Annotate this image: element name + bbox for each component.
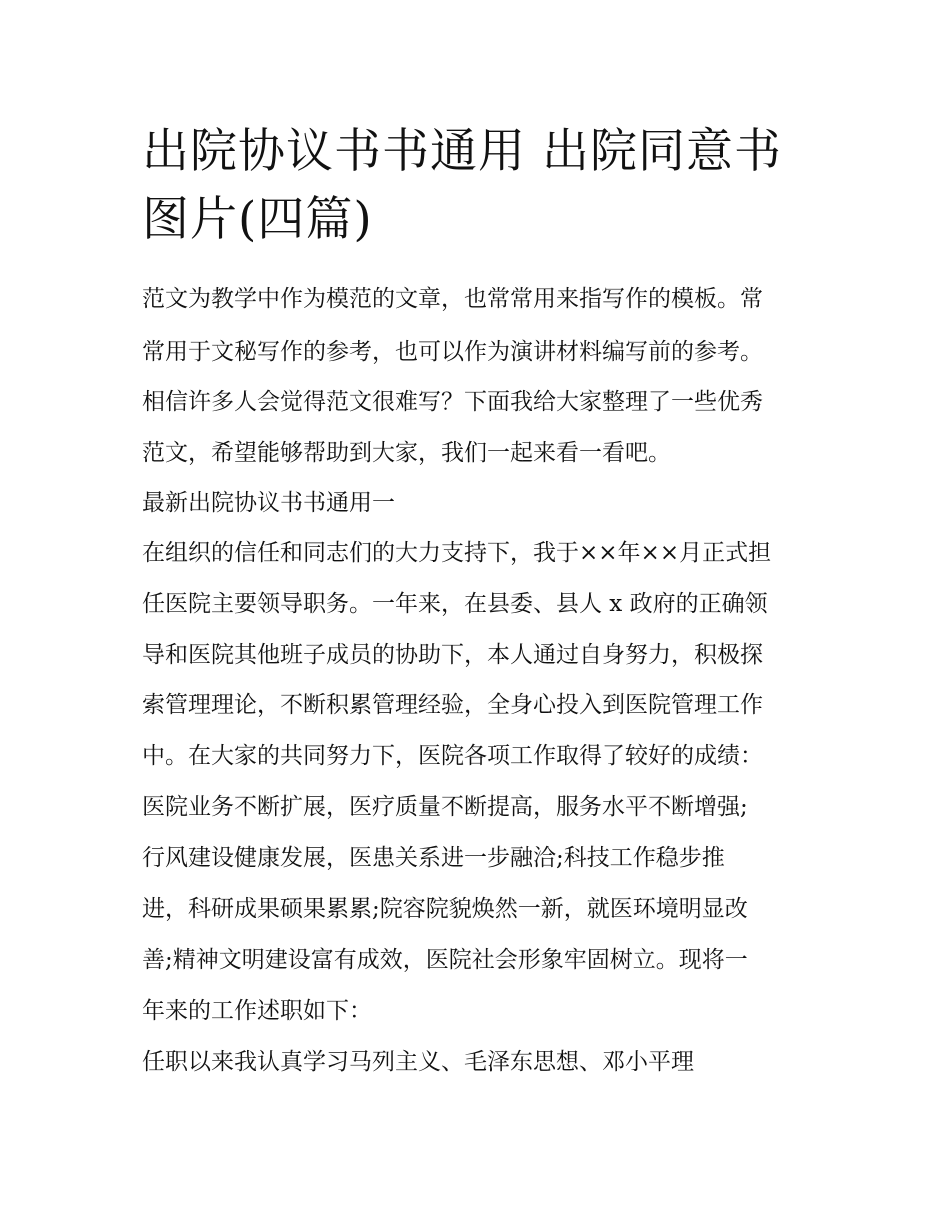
intro-line: 范文为教学中作为模范的文章，也常常用来指写作的模板。常 bbox=[142, 286, 763, 312]
body-line: 中。在大家的共同努力下，医院各项工作取得了较好的成绩： bbox=[142, 743, 763, 769]
body-line: 导和医院其他班子成员的协助下，本人通过自身努力，积极探 bbox=[142, 642, 763, 668]
section-heading: 最新出院协议书书通用一 bbox=[142, 490, 395, 516]
body-line: 年来的工作述职如下： bbox=[142, 998, 372, 1024]
intro-line: 常用于文秘写作的参考，也可以作为演讲材料编写前的参考。 bbox=[142, 339, 763, 365]
body-line: 医院业务不断扩展，医疗质量不断提高，服务水平不断增强; bbox=[142, 794, 748, 820]
body-line: 任医院主要领导职务。一年来，在县委、县人 x 政府的正确领 bbox=[142, 591, 768, 617]
intro-line: 范文，希望能够帮助到大家，我们一起来看一看吧。 bbox=[142, 440, 671, 466]
body-line: 行风建设健康发展，医患关系进一步融洽;科技工作稳步推 bbox=[142, 845, 725, 871]
body-line: 索管理理论，不断积累管理经验，全身心投入到医院管理工作 bbox=[142, 692, 763, 718]
body-line: 善;精神文明建设富有成效，医院社会形象牢固树立。现将一 bbox=[142, 947, 748, 973]
body-line: 在组织的信任和同志们的大力支持下，我于××年××月正式担 bbox=[142, 540, 772, 566]
body-line: 进，科研成果硕果累累;院容院貌焕然一新，就医环境明显改 bbox=[142, 896, 748, 922]
body-line: 任职以来我认真学习马列主义、毛泽东思想、邓小平理 bbox=[142, 1049, 694, 1075]
document-title: 出院协议书书通用 出院同意书图片(四篇) bbox=[142, 124, 782, 247]
intro-line: 相信许多人会觉得范文很难写？下面我给大家整理了一些优秀 bbox=[142, 389, 763, 415]
